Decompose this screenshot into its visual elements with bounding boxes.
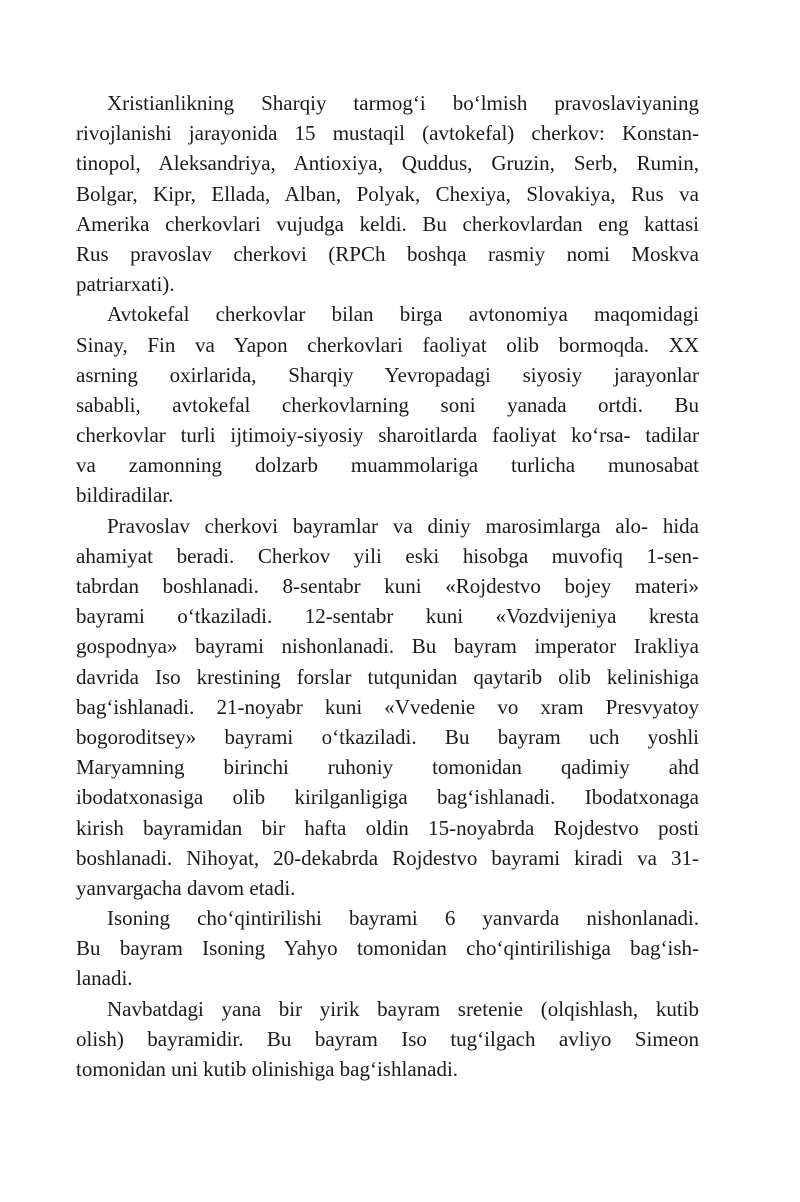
text-line: Amerika cherkovlari vujudga keldi. Bu cherkovlardan eng kattasi (76, 211, 699, 236)
text-line: bag‘ishlanadi. 21-noyabr kuni «Vvedenie vo xram Presvyatoy (76, 694, 699, 719)
text-line: Isoning cho‘qintirilishi bayrami 6 yanvarda nishonlanadi. (107, 906, 699, 931)
paragraph (76, 88, 699, 299)
text-line: bayrami o‘tkaziladi. 12-sentabr kuni «Vozdvijeniya kresta (76, 604, 699, 629)
text-line: tinopol, Aleksandriya, Antioxiya, Quddus, Gruzin, Serb, Rumin, (76, 151, 699, 176)
text-line: tomonidan uni kutib olinishiga bag‘ishlanadi. (76, 1057, 459, 1081)
text-line: va zamonning dolzarb muammolariga turlicha munosabat (76, 453, 699, 478)
text-line: Xristianlikning Sharqiy tarmog‘i bo‘lmish pravoslaviyaning (107, 91, 699, 115)
text-line: Avtokefal cherkovlar bilan birga avtonomiya maqomidagi (107, 302, 699, 327)
text-line: rivojlanishi jarayonida 15 mustaqil (avtokefal) cherkov: Konstan- (76, 121, 699, 146)
text-line: bildiradilar. (76, 483, 174, 508)
text-line: yanvargacha davom etadi. (76, 875, 296, 900)
text-line: ahamiyat beradi. Cherkov yili eski hisobga muvofiq 1-sen- (76, 543, 699, 568)
text-line: Rus pravoslav cherkovi (RPCh boshqa rasmiy nomi Moskva (76, 241, 699, 266)
paragraph (76, 511, 699, 903)
text-line: bogoroditsey» bayrami o‘tkaziladi. Bu bayram uch yoshli (76, 724, 699, 749)
text-line: ibodatxonasiga olib kirilganligiga bag‘ishlanadi. Ibodatxonaga (76, 785, 699, 810)
text-line: Bu bayram Isoning Yahyo tomonidan cho‘qintirilishiga bag‘ish- (76, 936, 699, 961)
text-line: Navbatdagi yana bir yirik bayram sretenie (olqishlash, kutib (107, 996, 699, 1021)
text-line: Maryamning birinchi ruhoniy tomonidan qadimiy ahd (76, 755, 699, 780)
text-line: cherkovlar turli ijtimoiy-siyosiy sharoitlarda faoliyat ko‘rsa- tadilar (76, 423, 699, 448)
page-body (76, 88, 699, 1084)
paragraph (76, 994, 699, 1085)
text-line: tabrdan boshlanadi. 8-sentabr kuni «Rojdestvo bojey materi» (76, 574, 699, 598)
text-line: Sinay, Fin va Yapon cherkovlari faoliyat olib bormoqda. XX (76, 332, 699, 357)
paragraph (76, 903, 699, 994)
text-line: boshlanadi. Nihoyat, 20-dekabrda Rojdestvo bayrami kiradi va 31- (76, 845, 699, 870)
text-line: Bolgar, Kipr, Ellada, Alban, Polyak, Chexiya, Slovakiya, Rus va (76, 181, 699, 206)
text-line: kirish bayramidan bir hafta oldin 15-noyabrda Rojdestvo posti (76, 815, 699, 840)
text-line: patriarxati). (76, 272, 175, 297)
text-line: gospodnya» bayrami nishonlanadi. Bu bayram imperator Irakliya (76, 634, 699, 659)
text-line: davrida Iso krestining forslar tutqunidan qaytarib olib kelinishiga (76, 664, 699, 689)
paragraph (76, 299, 699, 510)
text-line: Pravoslav cherkovi bayramlar va diniy marosimlarga alo- hida (107, 513, 699, 538)
text-line: olish) bayramidir. Bu bayram Iso tug‘ilgach avliyo Simeon (76, 1026, 699, 1051)
text-line: asrning oxirlarida, Sharqiy Yevropadagi siyosiy jarayonlar (76, 362, 699, 387)
text-line: lanadi. (76, 966, 133, 991)
text-line: sababli, avtokefal cherkovlarning soni yanada ortdi. Bu (76, 392, 699, 417)
